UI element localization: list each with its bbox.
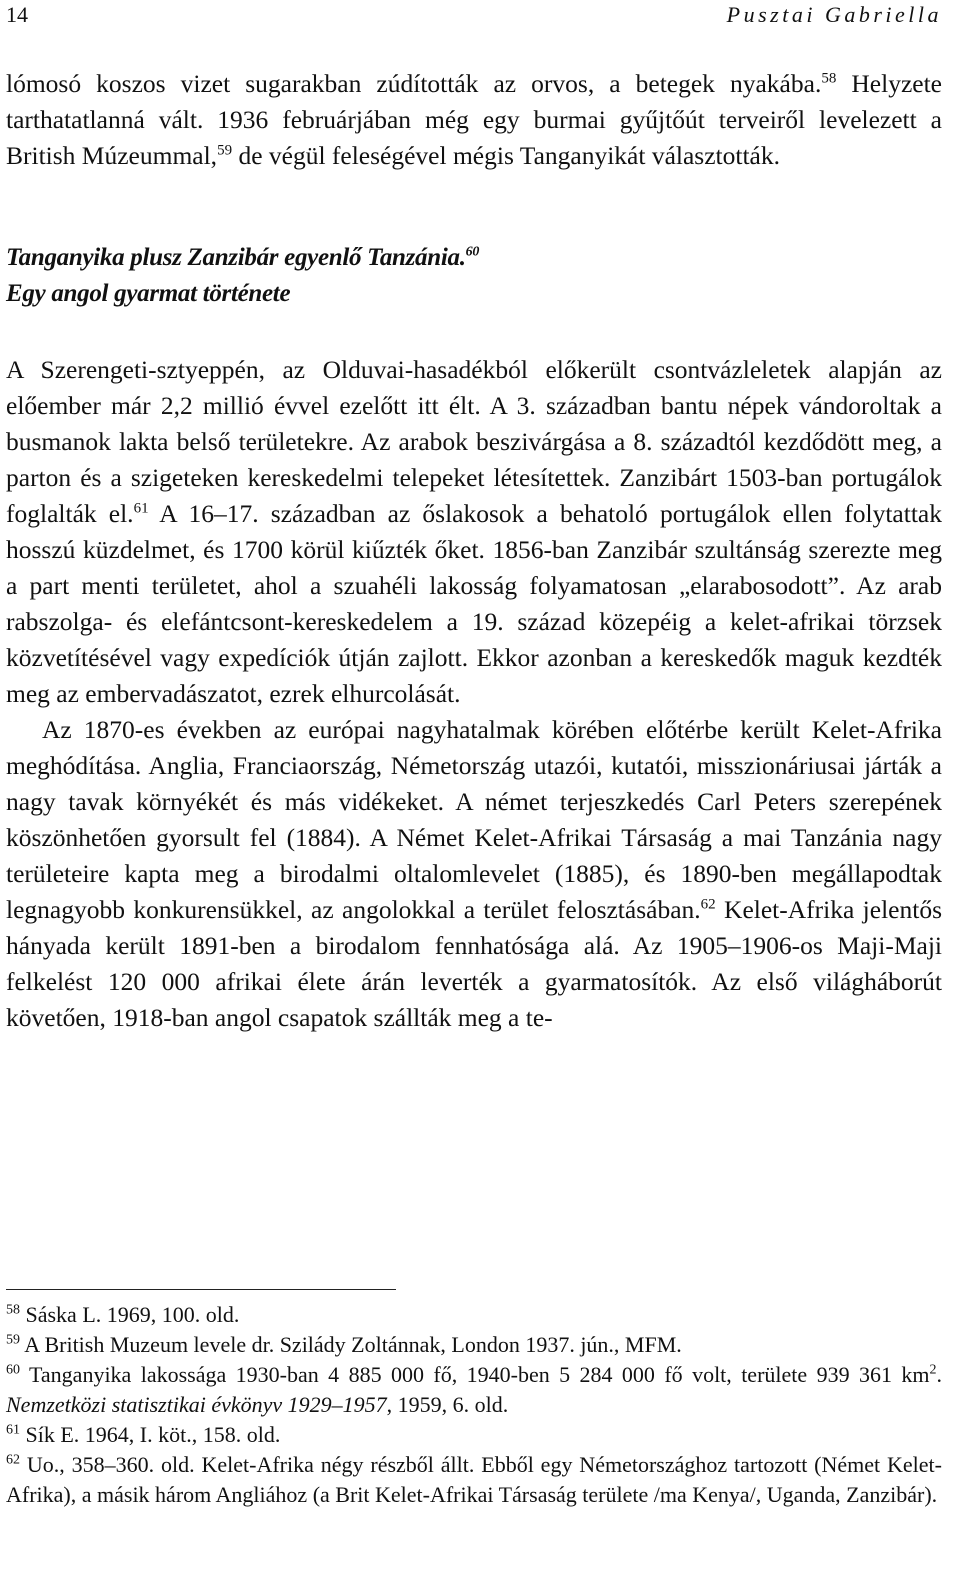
intro-text-1: lómosó koszos vizet sugarakban zúdították az orvos, a betegek nyakába.	[6, 69, 822, 98]
footnote-text: Sík E. 1964, I. köt., 158. old.	[20, 1422, 281, 1447]
footnote-60	[6, 1360, 942, 1420]
section-heading-text: Tanganyika plusz Zanzibár egyenlő Tanzánia.	[6, 244, 466, 271]
footnote-ref-59: 59	[217, 142, 233, 159]
paragraph-1	[6, 352, 942, 712]
footnote-separator	[6, 1289, 396, 1290]
footnote-italic-title: Nemzetközi statisztikai évkönyv 1929–1957	[6, 1392, 387, 1417]
section-heading-line-2: Egy angol gyarmat története	[6, 280, 291, 307]
spacer	[6, 312, 942, 352]
paragraph-1-text-1: A Szerengeti-sztyeppén, az Olduvai-hasadékból előkerült csontvázleletek alapján az előember már 2,2 millió évvel ezelőtt itt élt. A 3. században bantu népek vándoroltak a busmanok lakta belső területekre. Az arabok beszivárgása a 8. századtól kezdődött meg, a parton és a szigeteken kereskedelmi telepeket létesítettek. Zanzibárt 1503-ban portugálok foglalták el.	[6, 355, 942, 528]
footnote-text: A British Muzeum levele dr. Szilády Zoltánnak, London 1937. jún., MFM.	[20, 1332, 682, 1357]
footnote-text: .	[936, 1362, 942, 1387]
superscript-2: 2	[929, 1362, 937, 1378]
footnotes	[6, 1300, 942, 1510]
paragraph-2-text-2: Kelet-Afrika jelentős hányada került 1891-ben a birodalom fennhatósága alá. Az 1905–1906-os Maji-Maji felkelést 120 000 afrikai élete árán leverték a gyarmatosítók. Az első világháborút követően, 1918-ban angol csapatok szállták meg a te-	[6, 895, 942, 1032]
intro-text-2: Helyzete tarthatatlanná vált. 1936 februárjában még egy burmai gyűjtőút terveiről levelezett a British Múzeummal,	[6, 69, 942, 170]
footnote-ref-58: 58	[821, 70, 837, 87]
running-head: Pusztai Gabriella	[726, 2, 942, 27]
page-header	[6, 0, 942, 40]
paragraph-2-text-1: Az 1870-es években az európai nagyhatalmak körében előtérbe került Kelet-Afrika meghódítása. Anglia, Franciaország, Németország utazói, kutatói, misszionáriusai járták a nagy tavak környékét és más vidékeket. A német terjeszkedés Carl Peters szerepének köszönhetően gyorsult fel (1884). A Német Kelet-Afrikai Társaság a mai Tanzánia nagy területeire kapta meg a birodalmi oltalomlevelet (1885), és 1890-ben megállapodtak legnagyobb konkurensükkel, az angolokkal a terület felosztásában.	[6, 715, 942, 924]
footnote-text: Uo., 358–360. old. Kelet-Afrika négy részből állt. Ebből egy Németországhoz tartozott (Német Kelet-Afrika), a másik három Angliához (a Brit Kelet-Afrikai Társaság területe /ma Kenya/, Uganda, Zanzibár).	[6, 1452, 942, 1507]
footnote-text: Tanganyika lakossága 1930-ban 4 885 000 fő, 1940-ben 5 284 000 fő volt, területe 939 361 km	[20, 1362, 930, 1387]
paragraph-2	[6, 712, 942, 1036]
page-number: 14	[6, 2, 28, 27]
footnote-ref-60: 60	[465, 244, 480, 260]
document-page	[6, 0, 942, 1507]
footnote-text: , 1959, 6. old.	[386, 1392, 509, 1417]
footnote-ref-61: 61	[133, 500, 149, 517]
body-text	[6, 66, 942, 1036]
intro-paragraph	[6, 66, 942, 174]
footnote-61	[6, 1420, 942, 1450]
footnote-number: 62	[6, 1452, 20, 1468]
footnote-62	[6, 1450, 942, 1510]
footnote-59	[6, 1330, 942, 1360]
footnote-number: 59	[6, 1332, 20, 1348]
footnote-number: 58	[6, 1302, 20, 1318]
footnote-ref-62: 62	[700, 896, 716, 913]
spacer	[6, 174, 942, 240]
footnote-58	[6, 1300, 942, 1330]
paragraph-1-text-2: A 16–17. században az őslakosok a behatoló portugálok ellen folytattak hosszú küzdelmet, és 1700 körül kiűzték őket. 1856-ban Zanzibár szultánság szerezte meg a part menti területet, ahol a szuahéli lakosság folyamatosan „elarabosodott”. Az arab rabszolga- és elefántcsont-kereskedelem a 19. század közepéig a kelet-afrikai törzsek közvetítésével vagy expedíciók útján zajlott. Ekkor azonban a kereskedők maguk kezdték meg az embervadászatot, ezrek elhurcolását.	[6, 499, 942, 708]
section-heading-line-1	[6, 240, 942, 276]
intro-text-3: de végül feleségével mégis Tanganyikát választották.	[232, 141, 780, 170]
footnote-text: Sáska L. 1969, 100. old.	[20, 1302, 240, 1327]
footnote-number: 60	[6, 1362, 20, 1378]
footnote-number: 61	[6, 1422, 20, 1438]
